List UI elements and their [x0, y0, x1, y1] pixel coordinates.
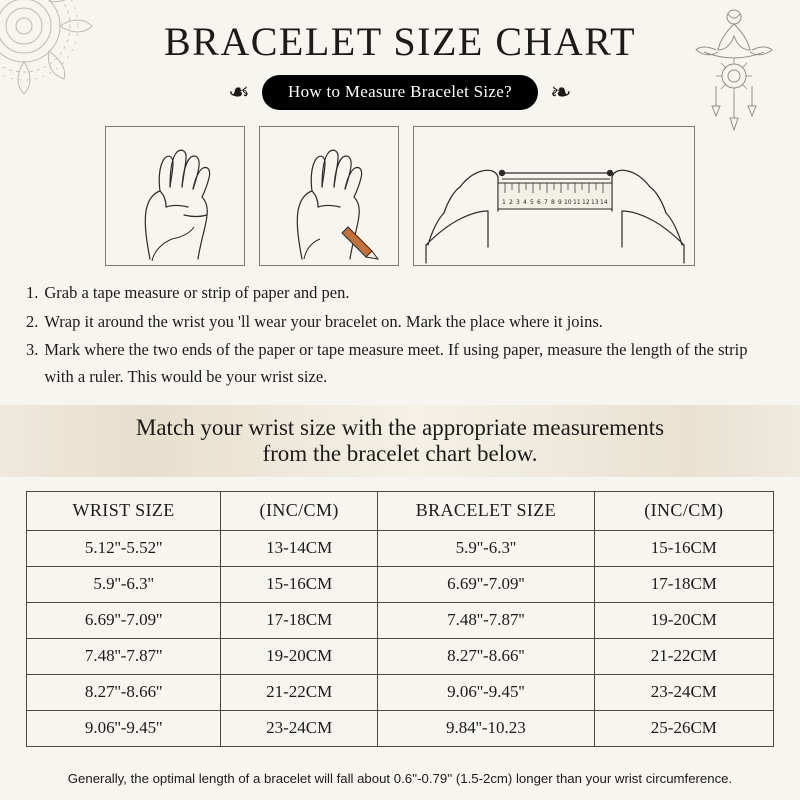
svg-text:10: 10 [564, 199, 572, 206]
cell-bracelet-inches: 7.48''-7.87'' [378, 602, 595, 638]
svg-text:8: 8 [551, 199, 555, 206]
cell-wrist-inches: 5.12''-5.52'' [27, 530, 221, 566]
cell-wrist-inches: 7.48''-7.87'' [27, 638, 221, 674]
cell-bracelet-inches: 5.9''-6.3'' [378, 530, 595, 566]
table-header-wrist-units: (INC/CM) [221, 491, 378, 530]
svg-text:9: 9 [558, 199, 562, 206]
cell-bracelet-inches: 9.84''-10.23 [378, 710, 595, 746]
cell-wrist-inches: 8.27''-8.66'' [27, 674, 221, 710]
flourish-left-icon: ❧ [228, 77, 251, 108]
cell-wrist-cm: 15-16CM [221, 566, 378, 602]
step-item [26, 337, 774, 390]
cell-wrist-inches: 5.9''-6.3'' [27, 566, 221, 602]
illustration-hands-with-ruler [413, 126, 695, 266]
cell-wrist-cm: 17-18CM [221, 602, 378, 638]
cell-bracelet-cm: 19-20CM [594, 602, 773, 638]
match-size-banner [0, 405, 800, 477]
svg-text:12: 12 [582, 199, 590, 206]
svg-text:4: 4 [523, 199, 527, 206]
table-row [27, 602, 774, 638]
table-row [27, 674, 774, 710]
table-row [27, 530, 774, 566]
svg-text:7: 7 [544, 199, 548, 206]
cell-wrist-inches: 9.06''-9.45'' [27, 710, 221, 746]
instruction-steps [26, 280, 774, 391]
table-row [27, 566, 774, 602]
cell-wrist-cm: 19-20CM [221, 638, 378, 674]
cell-bracelet-inches: 9.06''-9.45'' [378, 674, 595, 710]
cell-bracelet-cm: 23-24CM [594, 674, 773, 710]
svg-text:13: 13 [591, 199, 599, 206]
size-table-wrapper [26, 491, 774, 747]
cell-bracelet-inches: 6.69''-7.09'' [378, 566, 595, 602]
illustration-hand-with-paper-strip [259, 126, 399, 266]
footnote-text: Generally, the optimal length of a bracelet will fall about 0.6''-0.79'' (1.5-2cm) longer than your wrist circumference. [67, 771, 733, 786]
subtitle-pill: How to Measure Bracelet Size? [262, 75, 538, 110]
table-row [27, 638, 774, 674]
cell-bracelet-inches: 8.27''-8.66'' [378, 638, 595, 674]
svg-text:5: 5 [530, 199, 534, 206]
cell-bracelet-cm: 15-16CM [594, 530, 773, 566]
cell-wrist-cm: 13-14CM [221, 530, 378, 566]
cell-bracelet-cm: 17-18CM [594, 566, 773, 602]
banner-line-1: Match your wrist size with the appropriate measurements [135, 414, 665, 440]
step-number: 3. [26, 340, 39, 360]
hand-with-paper-strip-and-pen-icon [260, 127, 400, 267]
svg-text:11: 11 [573, 199, 581, 206]
step-number: 2. [26, 311, 39, 331]
size-table [26, 491, 774, 747]
cell-wrist-cm: 21-22CM [221, 674, 378, 710]
table-row [27, 710, 774, 746]
subtitle-row [0, 75, 800, 110]
table-header-wrist-size: WRIST SIZE [27, 491, 221, 530]
hands-measuring-strip-with-ruler-icon [414, 127, 696, 267]
table-header-bracelet-size: BRACELET SIZE [378, 491, 595, 530]
step-text: Mark where the two ends of the paper or tape measure meet. If using paper, measure the length of the strip with a ruler. This would be your wrist size. [44, 340, 748, 387]
svg-text:14: 14 [600, 199, 608, 206]
svg-text:6: 6 [537, 199, 541, 206]
table-header-row [27, 491, 774, 530]
cell-wrist-cm: 23-24CM [221, 710, 378, 746]
cell-bracelet-cm: 25-26CM [594, 710, 773, 746]
step-number: 1. [26, 283, 39, 302]
step-text: Wrap it around the wrist you 'll wear your bracelet on. Mark the place where it joins. [44, 311, 603, 331]
hand-with-tape-measure-icon [106, 127, 246, 267]
step-item [26, 280, 774, 307]
table-header-bracelet-units: (INC/CM) [594, 491, 773, 530]
illustration-panels [0, 126, 800, 266]
page-title: BRACELET SIZE CHART [163, 19, 637, 64]
flourish-right-icon: ❧ [549, 77, 572, 108]
cell-bracelet-cm: 21-22CM [594, 638, 773, 674]
illustration-hand-with-tape-measure [105, 126, 245, 266]
step-text: Grab a tape measure or strip of paper and pen. [44, 283, 350, 302]
step-item [26, 309, 774, 336]
banner-line-2: from the bracelet chart below. [262, 440, 538, 466]
cell-wrist-inches: 6.69''-7.09'' [27, 602, 221, 638]
svg-text:2: 2 [509, 199, 513, 206]
svg-text:1: 1 [502, 199, 506, 206]
svg-text:3: 3 [516, 199, 520, 206]
